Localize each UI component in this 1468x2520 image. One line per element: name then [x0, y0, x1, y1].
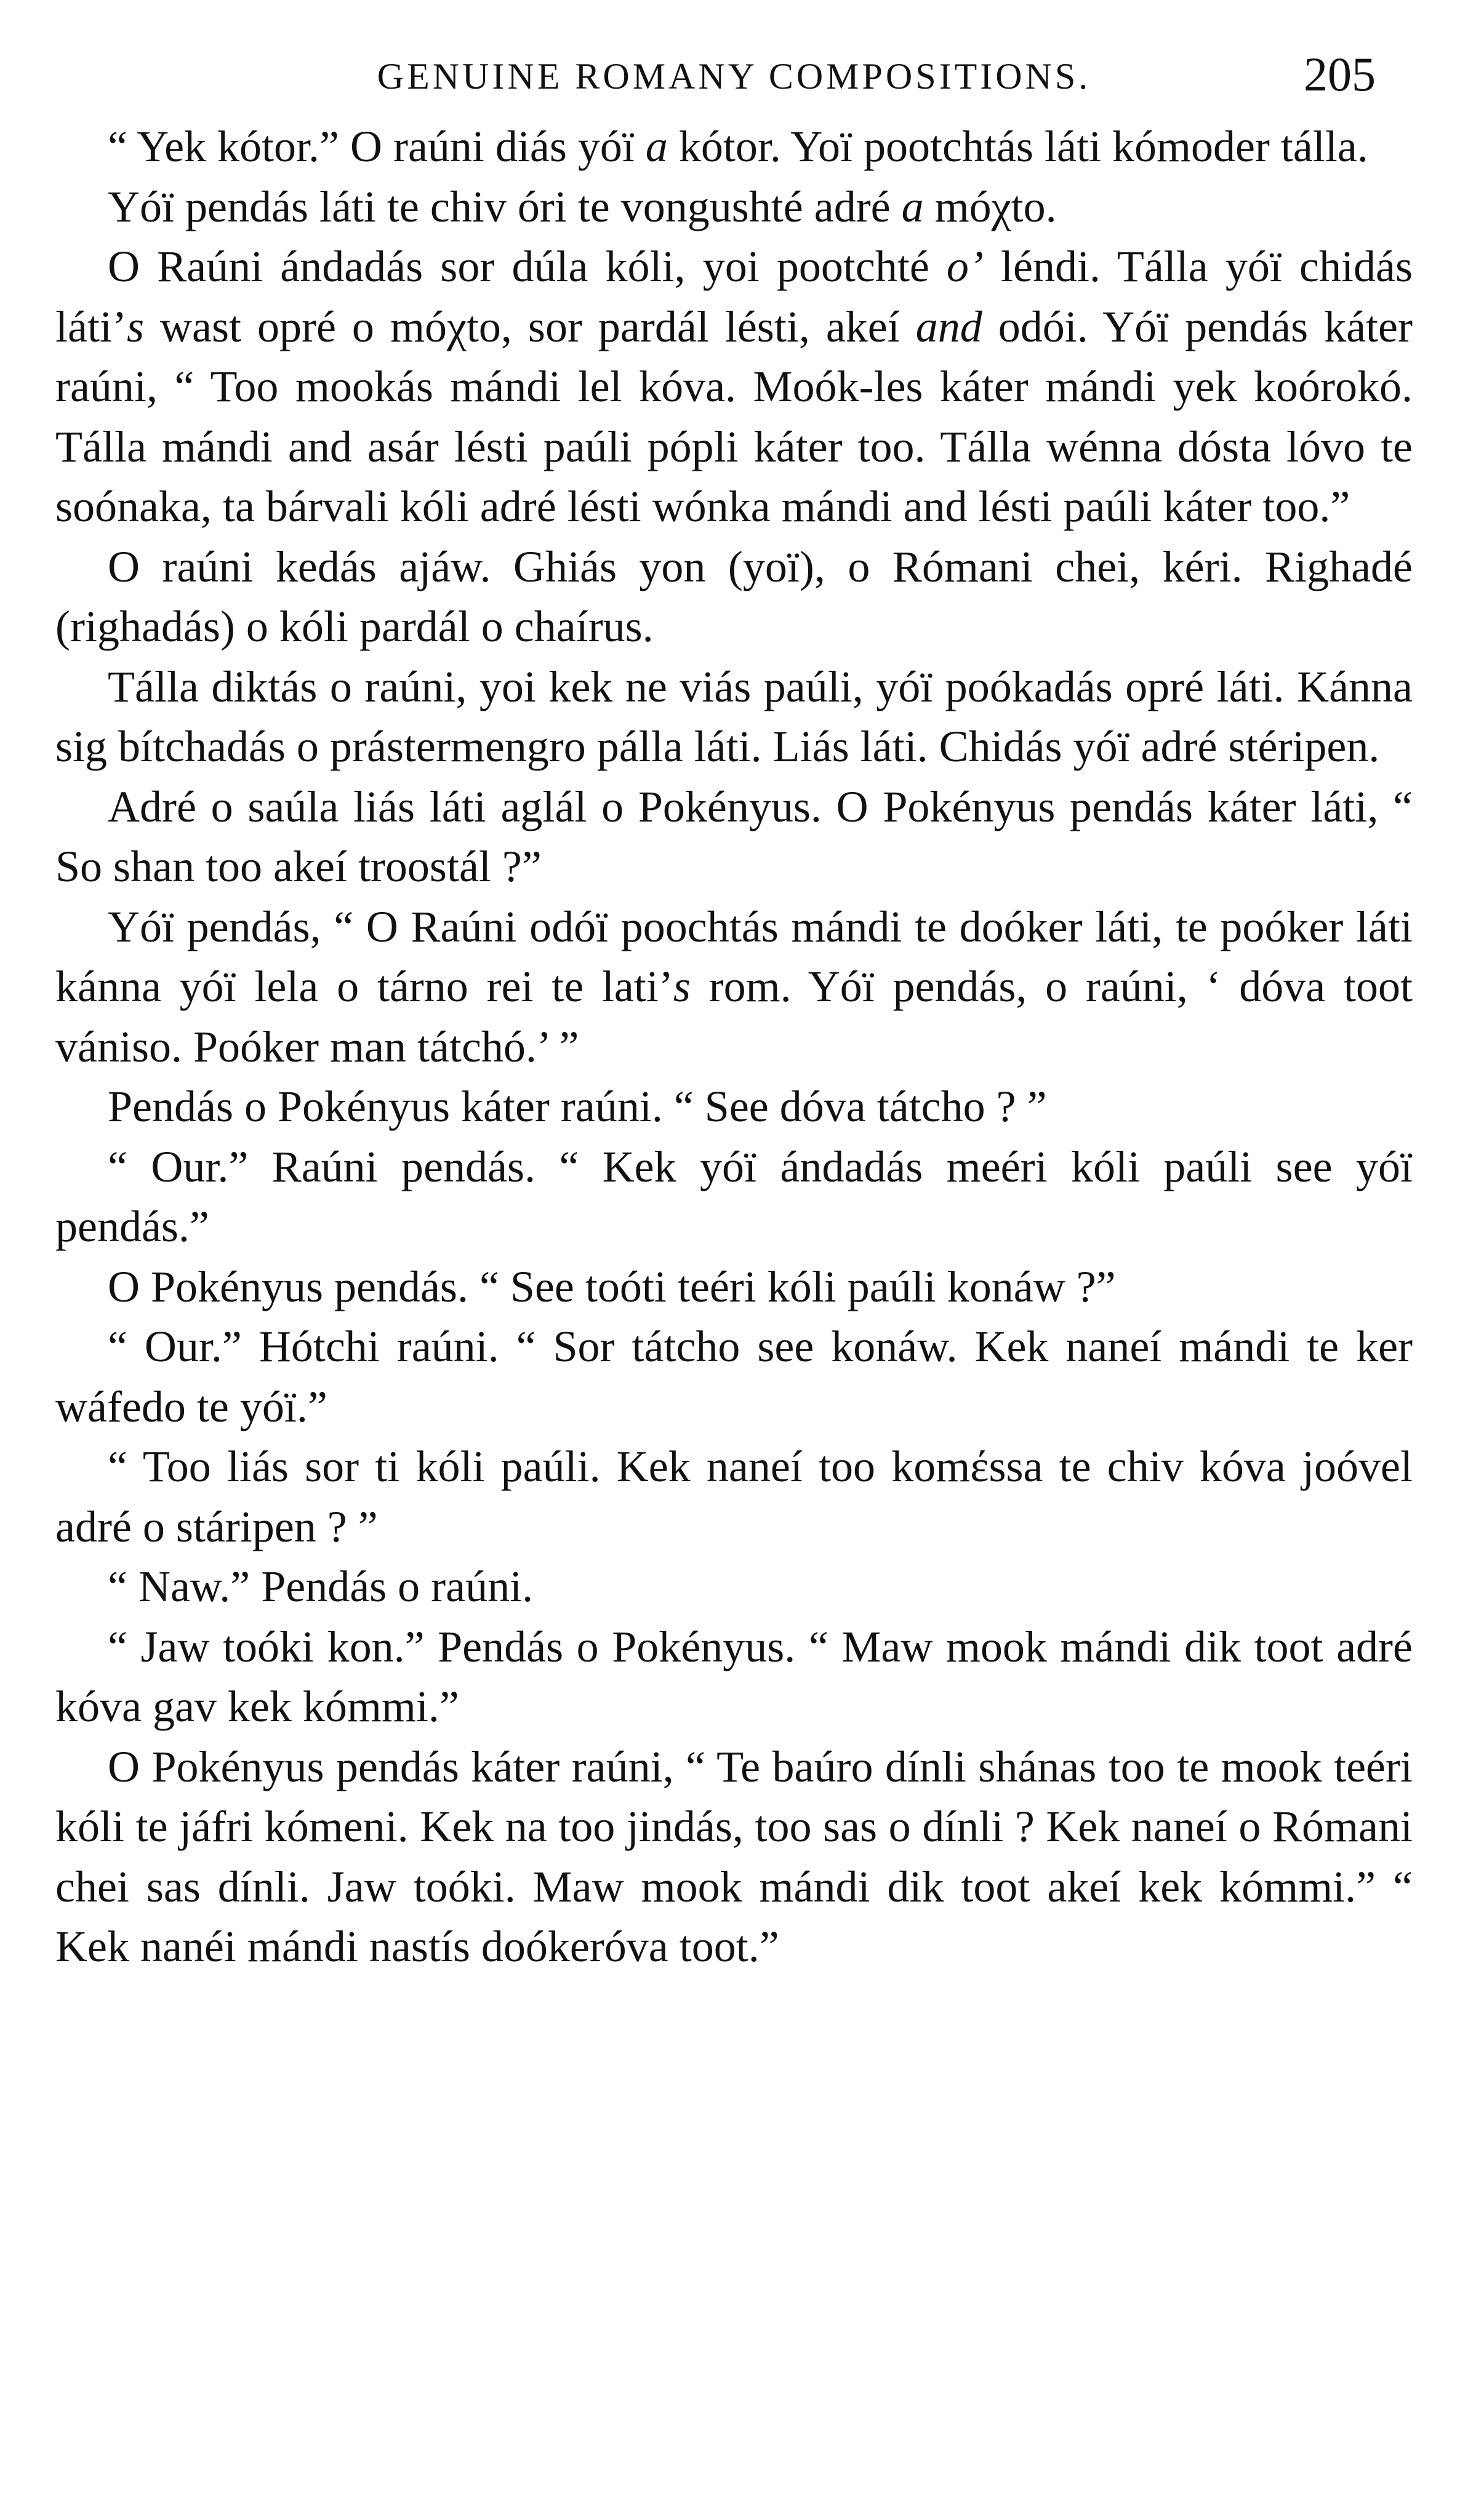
text-run: móχto.: [923, 182, 1057, 231]
text-run: “ Too liás sor ti kóli paúli. Kek naneí too komέssa te chiv kóva joóvel adré o stáripen ? ”: [55, 1442, 1413, 1551]
paragraph: [55, 1737, 1413, 1977]
text-run: Yóï pendás, “ O Raúni odóï poochtás mándi te doóker láti, te poóker láti kánna yóï lela o tárno rei te lati’: [55, 902, 1413, 1011]
italic-text: a: [645, 122, 668, 171]
italic-text: s: [126, 302, 144, 351]
running-title: GENUINE ROMANY COMPOSITIONS.: [377, 56, 1091, 97]
text-run: “ Yek kótor.” O raúni diás yóï: [108, 122, 646, 171]
italic-text: o’: [946, 242, 984, 291]
text-run: Tálla diktás o raúni, yoi kek ne viás paúli, yóï poókadás opré láti. Kánna sig bítchadás o prástermengro pálla láti. Liás láti. Chidás yóï adré stéripen.: [55, 662, 1413, 771]
paragraph: [55, 1077, 1413, 1137]
italic-text: and: [915, 302, 982, 351]
italic-text: s: [673, 962, 691, 1011]
text-run: O Pokényus pendás. “ See toóti teéri kóli paúli konáw ?”: [108, 1262, 1116, 1311]
paragraph: [55, 537, 1413, 657]
italic-text: a: [901, 182, 924, 231]
paragraph: [55, 237, 1413, 537]
paragraph: [55, 1317, 1413, 1437]
text-run: wast opré o móχto, sor pardál lésti, akeí: [143, 302, 916, 351]
paragraph: [55, 117, 1413, 177]
text-run: O raúni kedás ajáw. Ghiás yon (yoï), o Rómani chei, kéri. Righadé (righadás) o kóli pardál o chaírus.: [55, 542, 1413, 651]
text-run: odói. Yóï pendás káter raúni, “ Too mookás mándi lel kóva. Moók-les káter mándi yek koórokó. Tálla mándi and asár lésti paúli pópli káter too. Tálla wénna dósta lóvo te soónaka, ta bárvali kóli adré lésti wónka mándi and lésti paúli káter too.”: [55, 302, 1413, 531]
paragraph: [55, 1137, 1413, 1257]
text-run: léndi. Tálla yóï chidás láti’: [55, 242, 1413, 351]
paragraph: [55, 1437, 1413, 1557]
text-run: “ Jaw toóki kon.” Pendás o Pokényus. “ Maw mook mándi dik toot adré kóva gav kek kómmi.”: [55, 1622, 1413, 1731]
text-run: O Pokényus pendás káter raúni, “ Te baúro dínli shánas too te mook teéri kóli te jáfri kómeni. Kek na too jindás, too sas o dínli ? Kek naneí o Rómani chei sas dínli. Jaw toóki. Maw mook mándi dik toot akeí kek kómmi.” “ Kek nanéi mándi nastís doókeróva toot.”: [55, 1742, 1413, 1971]
text-run: Yóï pendás láti te chiv óri te vongushté adré: [108, 182, 902, 231]
text-run: “ Our.” Hótchi raúni. “ Sor tátcho see konáw. Kek naneí mándi te ker wáfedo te yóï.”: [55, 1322, 1413, 1431]
body-text: [55, 117, 1413, 1977]
text-run: O Raúni ándadás sor dúla kóli, yoi pootchté: [108, 242, 947, 291]
paragraph: [55, 1557, 1413, 1617]
paragraph: [55, 1257, 1413, 1318]
text-run: Adré o saúla liás láti aglál o Pokényus. O Pokényus pendás káter láti, “ So shan too akeí troostál ?”: [55, 782, 1413, 891]
text-run: Pendás o Pokényus káter raúni. “ See dóva tátcho ? ”: [108, 1082, 1047, 1131]
paragraph: [55, 897, 1413, 1078]
page-number: 205: [1304, 47, 1376, 101]
running-header: [55, 43, 1413, 117]
text-run: rom. Yóï pendás, o raúni, ‘ dóva toot vániso. Poóker man tátchó.’ ”: [55, 962, 1413, 1071]
paragraph: [55, 657, 1413, 777]
paragraph: [55, 1617, 1413, 1737]
paragraph: [55, 177, 1413, 238]
text-run: “ Our.” Raúni pendás. “ Kek yóï ándadás meéri kóli paúli see yóï pendás.”: [55, 1142, 1413, 1251]
text-run: “ Naw.” Pendás o raúni.: [108, 1562, 534, 1611]
text-run: kótor. Yoï pootchtás láti kómoder tálla.: [667, 122, 1368, 171]
paragraph: [55, 777, 1413, 897]
